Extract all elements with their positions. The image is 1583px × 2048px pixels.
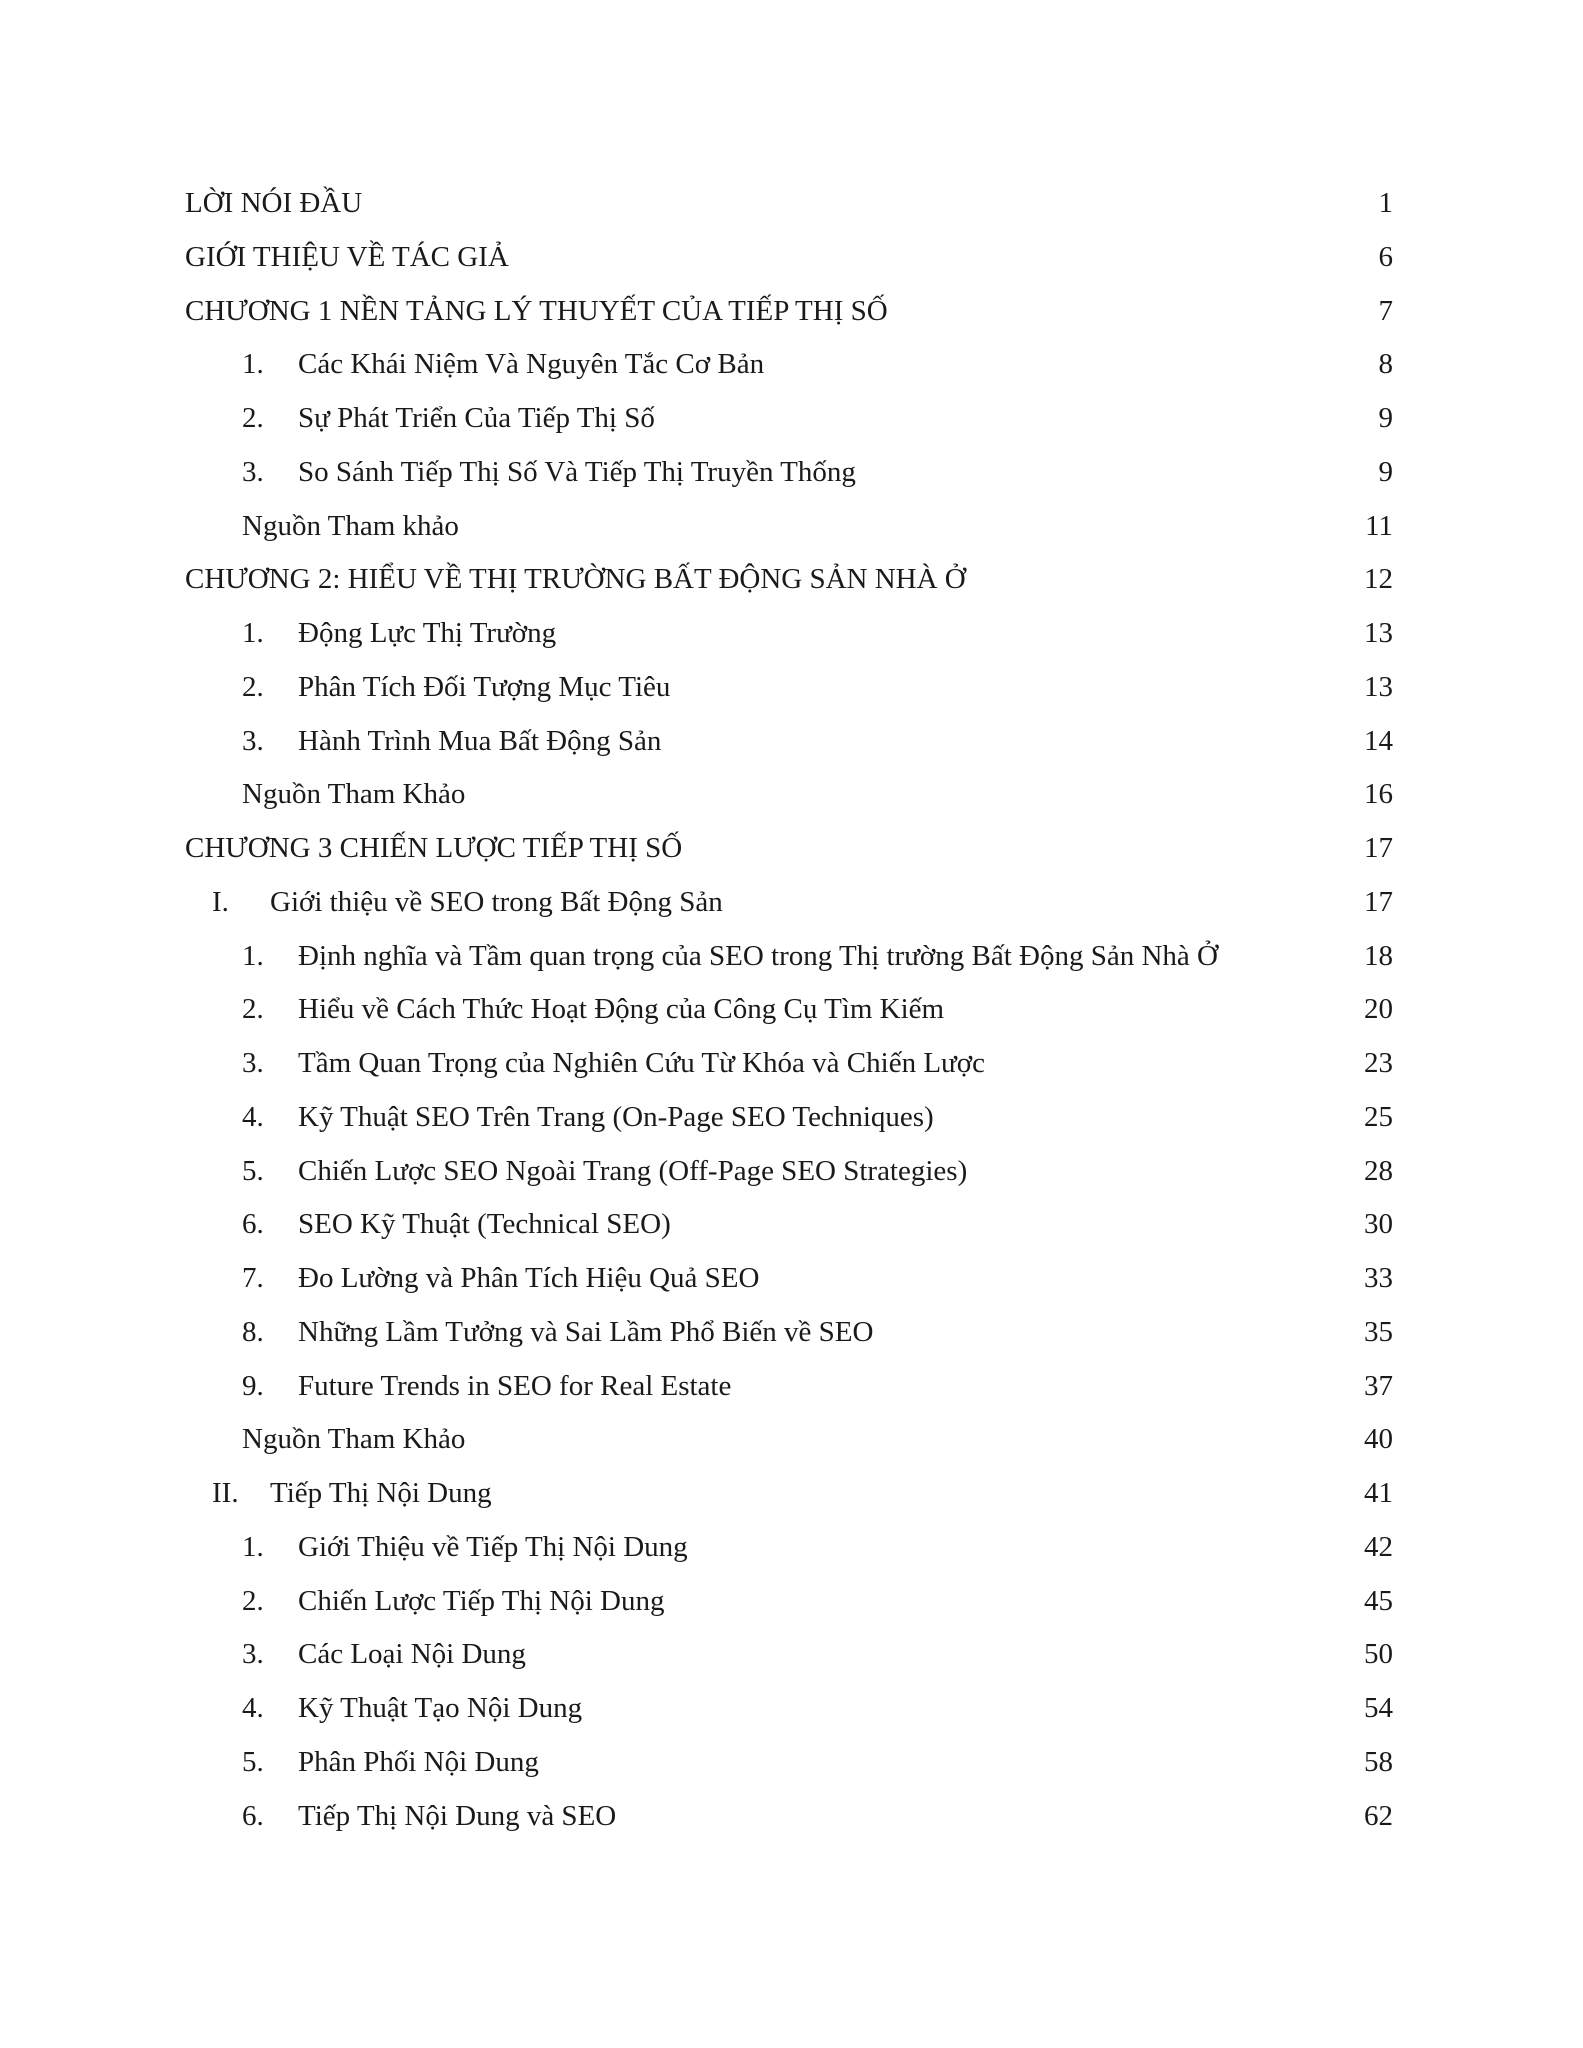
toc-entry-title: CHƯƠNG 1 NỀN TẢNG LÝ THUYẾT CỦA TIẾP THỊ SỐ	[185, 294, 888, 327]
toc-entry-page-number: 16	[1364, 778, 1393, 811]
toc-entry-page-number: 45	[1364, 1584, 1393, 1617]
toc-entry-title: Future Trends in SEO for Real Estate	[298, 1369, 732, 1402]
toc-subsection-row[interactable]	[0, 714, 1583, 768]
toc-entry-title: Các Loại Nội Dung	[298, 1638, 526, 1671]
toc-entry-title: Kỹ Thuật SEO Trên Trang (On-Page SEO Techniques)	[298, 1100, 934, 1133]
toc-entry-title: CHƯƠNG 3 CHIẾN LƯỢC TIẾP THỊ SỐ	[185, 832, 683, 864]
toc-entry-number: 6.	[242, 1208, 264, 1241]
toc-subsection-row[interactable]	[0, 1520, 1583, 1574]
toc-entry-number: 1.	[242, 1530, 264, 1563]
toc-entry-page-number: 35	[1364, 1315, 1393, 1348]
toc-entry-page-number: 18	[1364, 939, 1393, 972]
toc-entry-page-number: 17	[1364, 885, 1393, 918]
toc-entry-title: Định nghĩa và Tầm quan trọng của SEO trong Thị trường Bất Động Sản Nhà Ở	[298, 939, 1218, 972]
toc-entry-title: Tiếp Thị Nội Dung	[270, 1477, 492, 1509]
toc-entry-number: 8.	[242, 1315, 264, 1348]
toc-chapter-row[interactable]	[0, 552, 1583, 606]
toc-entry-page-number: 9	[1378, 455, 1393, 488]
toc-section-row[interactable]	[0, 875, 1583, 929]
toc-entry-number: 1.	[242, 348, 264, 381]
toc-entry-title: Giới Thiệu về Tiếp Thị Nội Dung	[298, 1530, 688, 1563]
toc-subsection-row[interactable]	[0, 337, 1583, 391]
toc-entry-title: LỜI NÓI ĐẦU	[185, 187, 363, 219]
toc-section-row[interactable]	[0, 1466, 1583, 1520]
toc-entry-title: Sự Phát Triển Của Tiếp Thị Số	[298, 402, 655, 434]
toc-references-row[interactable]	[0, 1412, 1583, 1466]
toc-entry-number: 5.	[242, 1154, 264, 1187]
toc-subsection-row[interactable]	[0, 1681, 1583, 1735]
toc-entry-title: Tầm Quan Trọng của Nghiên Cứu Từ Khóa và Chiến Lược	[298, 1047, 985, 1079]
toc-entry-page-number: 20	[1364, 993, 1393, 1026]
toc-references-row[interactable]	[0, 767, 1583, 821]
toc-entry-number: 2.	[242, 1584, 264, 1617]
toc-references-row[interactable]	[0, 499, 1583, 553]
toc-entry-title: Hành Trình Mua Bất Động Sản	[298, 724, 662, 757]
toc-entry-title: So Sánh Tiếp Thị Số Và Tiếp Thị Truyền Thống	[298, 455, 856, 488]
toc-entry-number: 3.	[242, 1047, 264, 1079]
toc-entry-page-number: 23	[1364, 1047, 1393, 1079]
toc-subsection-row[interactable]	[0, 1735, 1583, 1789]
toc-entry-title: Chiến Lược SEO Ngoài Trang (Off-Page SEO Strategies)	[298, 1154, 968, 1187]
toc-subsection-row[interactable]	[0, 1036, 1583, 1090]
toc-entry-number: 7.	[242, 1262, 264, 1294]
toc-entry-page-number: 54	[1364, 1692, 1393, 1724]
toc-entry-page-number: 9	[1378, 402, 1393, 434]
toc-entry-title: SEO Kỹ Thuật (Technical SEO)	[298, 1208, 671, 1241]
toc-entry-page-number: 11	[1365, 509, 1393, 542]
toc-entry-title: Đo Lường và Phân Tích Hiệu Quả SEO	[298, 1262, 760, 1294]
toc-entry-page-number: 28	[1364, 1154, 1393, 1187]
toc-entry-number: 3.	[242, 1638, 264, 1671]
toc-entry-number: I.	[212, 885, 229, 918]
toc-entry-page-number: 13	[1364, 617, 1393, 649]
toc-entry-page-number: 7	[1378, 294, 1393, 327]
toc-entry-title: Kỹ Thuật Tạo Nội Dung	[298, 1692, 583, 1724]
toc-entry-number: 2.	[242, 402, 264, 434]
toc-entry-number: 3.	[242, 455, 264, 488]
toc-entry-page-number: 17	[1364, 832, 1393, 864]
toc-entry-number: II.	[212, 1477, 239, 1509]
toc-entry-page-number: 13	[1364, 670, 1393, 703]
toc-entry-title: Nguồn Tham Khảo	[242, 778, 466, 811]
toc-entry-number: 1.	[242, 939, 264, 972]
toc-chapter-row[interactable]	[0, 821, 1583, 875]
toc-entry-page-number: 62	[1364, 1799, 1393, 1832]
toc-entry-page-number: 25	[1364, 1100, 1393, 1133]
toc-entry-page-number: 50	[1364, 1638, 1393, 1671]
toc-subsection-row[interactable]	[0, 445, 1583, 499]
toc-entry-title: Các Khái Niệm Và Nguyên Tắc Cơ Bản	[298, 348, 765, 381]
toc-subsection-row[interactable]	[0, 1090, 1583, 1144]
toc-entry-title: Hiểu về Cách Thức Hoạt Động của Công Cụ Tìm Kiếm	[298, 993, 945, 1026]
toc-entry-title: GIỚI THIỆU VỀ TÁC GIẢ	[185, 240, 509, 273]
toc-subsection-row[interactable]	[0, 606, 1583, 660]
toc-entry-number: 4.	[242, 1100, 264, 1133]
toc-entry-page-number: 12	[1364, 563, 1393, 596]
toc-entry-title: Nguồn Tham Khảo	[242, 1423, 466, 1456]
toc-entry-number: 9.	[242, 1369, 264, 1402]
toc-subsection-row[interactable]	[0, 1144, 1583, 1198]
toc-entry-page-number: 33	[1364, 1262, 1393, 1294]
toc-subsection-row[interactable]	[0, 929, 1583, 983]
toc-entry-title: Những Lầm Tưởng và Sai Lầm Phổ Biến về SEO	[298, 1315, 874, 1348]
toc-subsection-row[interactable]	[0, 1627, 1583, 1681]
toc-entry-page-number: 58	[1364, 1745, 1393, 1778]
toc-subsection-row[interactable]	[0, 1305, 1583, 1359]
toc-entry-page-number: 37	[1364, 1369, 1393, 1402]
toc-subsection-row[interactable]	[0, 1359, 1583, 1413]
toc-entry-title: Động Lực Thị Trường	[298, 617, 557, 649]
toc-chapter-row[interactable]	[0, 230, 1583, 284]
toc-entry-number: 1.	[242, 617, 264, 649]
toc-entry-number: 4.	[242, 1692, 264, 1724]
toc-chapter-row[interactable]	[0, 176, 1583, 230]
toc-subsection-row[interactable]	[0, 1789, 1583, 1843]
toc-entry-title: Tiếp Thị Nội Dung và SEO	[298, 1799, 617, 1832]
toc-entry-number: 6.	[242, 1799, 264, 1832]
toc-entry-title: Giới thiệu về SEO trong Bất Động Sản	[270, 885, 723, 918]
toc-entry-number: 3.	[242, 724, 264, 757]
toc-entry-page-number: 14	[1364, 724, 1393, 757]
toc-entry-page-number: 41	[1364, 1477, 1393, 1509]
toc-entry-title: Chiến Lược Tiếp Thị Nội Dung	[298, 1584, 665, 1617]
toc-entry-page-number: 1	[1378, 187, 1393, 219]
toc-entry-title: Phân Phối Nội Dung	[298, 1745, 539, 1778]
toc-subsection-row[interactable]	[0, 660, 1583, 714]
toc-entry-page-number: 8	[1378, 348, 1393, 381]
toc-entry-title: Phân Tích Đối Tượng Mục Tiêu	[298, 670, 671, 703]
toc-entry-title: Nguồn Tham khảo	[242, 509, 459, 542]
toc-subsection-row[interactable]	[0, 391, 1583, 445]
toc-entry-page-number: 40	[1364, 1423, 1393, 1456]
toc-entry-page-number: 6	[1378, 240, 1393, 273]
toc-entry-title: CHƯƠNG 2: HIỂU VỀ THỊ TRƯỜNG BẤT ĐỘNG SẢN NHÀ Ở	[185, 563, 966, 596]
toc-subsection-row[interactable]	[0, 1197, 1583, 1251]
toc-subsection-row[interactable]	[0, 1251, 1583, 1305]
toc-subsection-row[interactable]	[0, 1574, 1583, 1628]
toc-entry-page-number: 30	[1364, 1208, 1393, 1241]
toc-entry-page-number: 42	[1364, 1530, 1393, 1563]
toc-entry-number: 2.	[242, 993, 264, 1026]
toc-entry-number: 5.	[242, 1745, 264, 1778]
toc-entry-number: 2.	[242, 670, 264, 703]
toc-subsection-row[interactable]	[0, 982, 1583, 1036]
toc-chapter-row[interactable]	[0, 284, 1583, 338]
